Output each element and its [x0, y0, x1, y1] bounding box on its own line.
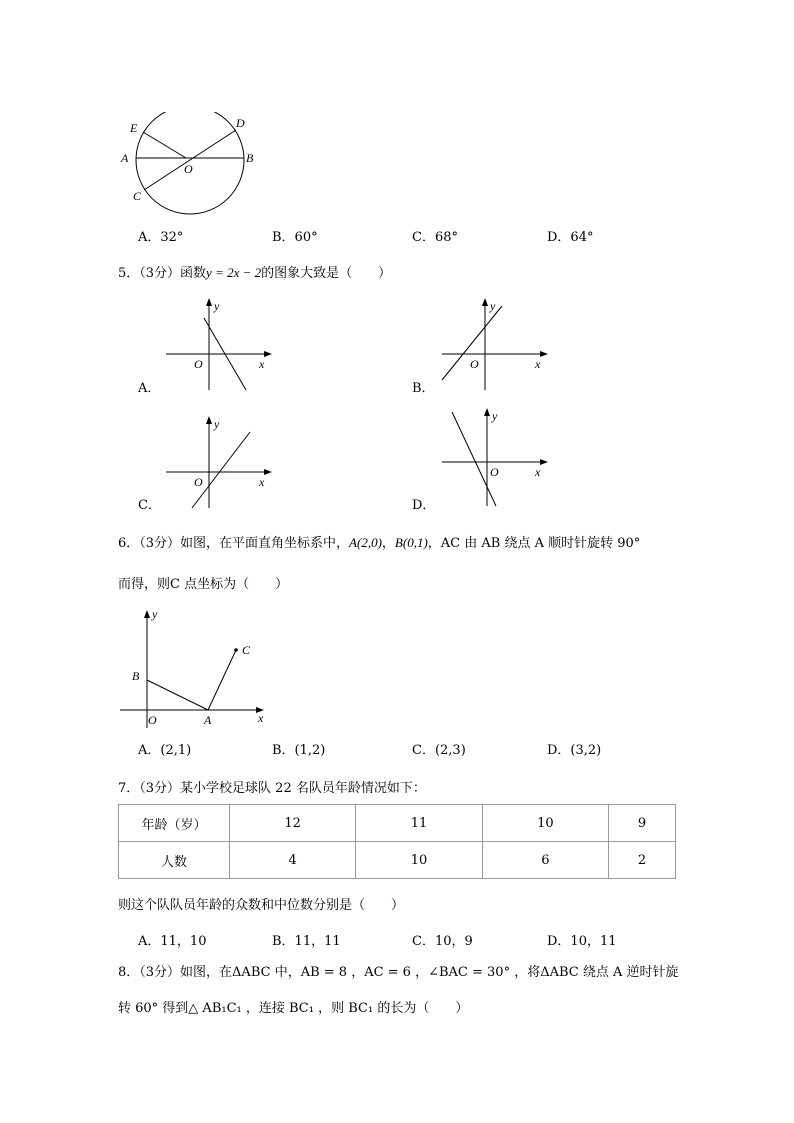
axis-x: x	[259, 357, 265, 371]
axis-x: x	[535, 357, 541, 371]
axis-o: O	[194, 475, 203, 489]
q4-option-a[interactable]: A．32°	[138, 230, 184, 245]
q6-stem-line1	[118, 534, 640, 553]
table-cell: 年龄（岁）	[119, 805, 230, 842]
table-row	[119, 805, 676, 842]
q6-point-b: B(0,1)	[394, 535, 428, 550]
label-a: A	[204, 713, 212, 727]
segment-ac	[208, 650, 236, 710]
q7-option-b[interactable]: B．11，11	[272, 934, 341, 949]
table-row	[119, 842, 676, 879]
table-cell: 10	[482, 805, 608, 842]
q4-option-b[interactable]: B．60°	[272, 230, 318, 245]
q5-stem	[118, 264, 391, 283]
table-cell: 12	[230, 805, 356, 842]
q6-stem-line2: 而得，则C 点坐标为（ ）	[118, 577, 289, 592]
q6-point-a: A(2,0)	[349, 535, 382, 550]
q5-graph-b[interactable]	[440, 296, 552, 392]
axis-o: O	[194, 357, 203, 371]
q4-option-c[interactable]: C．68°	[412, 230, 458, 245]
q5-line-d	[452, 412, 496, 506]
table-cell: 4	[230, 842, 356, 879]
axis-o: O	[490, 465, 499, 479]
table-cell: 11	[356, 805, 482, 842]
segment-ab	[147, 680, 208, 710]
label-e: E	[130, 121, 138, 135]
q4-option-d[interactable]: D．64°	[547, 230, 594, 245]
axis-y: y	[492, 409, 498, 423]
q7-stem: 7．（3分）某小学校足球队 22 名队员年龄情况如下：	[118, 781, 426, 796]
label-o: O	[148, 713, 157, 727]
point-c-dot	[234, 648, 238, 652]
axis-y: y	[490, 299, 496, 313]
radius-oe	[143, 132, 186, 158]
q5-option-a[interactable]: A．	[138, 381, 161, 396]
label-d: D	[236, 116, 245, 130]
axis-y: y	[214, 417, 220, 431]
q6-sep: ，	[381, 536, 395, 551]
q7-option-c[interactable]: C．10，9	[412, 934, 473, 949]
q7-question: 则这个队队员年龄的众数和中位数分别是（ ）	[118, 898, 405, 913]
label-o: O	[184, 162, 193, 176]
q5-option-b[interactable]: B．	[412, 381, 435, 396]
axis-y: y	[214, 299, 220, 313]
label-x: x	[258, 711, 264, 725]
table-cell: 10	[356, 842, 482, 879]
q6-figure	[118, 606, 278, 730]
q6-option-c[interactable]: C．(2,3)	[412, 743, 466, 758]
q6-option-d[interactable]: D．(3,2)	[547, 743, 602, 758]
label-b: B	[246, 151, 254, 165]
q7-option-d[interactable]: D．10，11	[547, 934, 617, 949]
table-cell: 6	[482, 842, 608, 879]
q5-stem-suffix: 的图象大致是（ ）	[261, 266, 392, 281]
table-cell: 2	[609, 842, 676, 879]
chord-cd	[144, 130, 236, 190]
q6-stem-a: 6．（3分）如图，在平面直角坐标系中，	[118, 536, 350, 551]
q6-stem-b: ，AC 由 AB 绕点 A 顺时针旋转 90°	[427, 536, 641, 551]
q6-option-b[interactable]: B．(1,2)	[272, 743, 326, 758]
q8-stem-line1: 8．（3分）如图，在ΔABC 中，AB = 8 ，AC = 6 ，∠BAC = 30° ，将ΔABC 绕点 A 逆时针旋	[118, 965, 679, 980]
q5-graph-d[interactable]	[440, 406, 552, 510]
table-cell: 人数	[119, 842, 230, 879]
axis-x: x	[259, 475, 265, 489]
q7-age-table	[118, 804, 676, 879]
label-c: C	[242, 643, 251, 657]
q5-graph-a[interactable]	[164, 296, 276, 392]
q5-formula: y = 2x − 2	[206, 265, 262, 280]
q5-line-c	[192, 432, 250, 508]
q5-stem-prefix: 5．（3分）函数	[118, 266, 207, 281]
label-a: A	[121, 151, 129, 165]
axis-x: x	[535, 465, 541, 479]
q7-option-a[interactable]: A．11，10	[138, 934, 207, 949]
q5-graph-c[interactable]	[164, 414, 276, 510]
q4-circle-figure	[118, 112, 268, 220]
q8-stem-line2: 转 60° 得到△ AB₁C₁ ，连接 BC₁ ，则 BC₁ 的长为（ ）	[118, 1001, 469, 1016]
q5-option-c[interactable]: C．	[138, 498, 161, 513]
label-y: y	[152, 607, 158, 621]
q6-option-a[interactable]: A．(2,1)	[138, 743, 192, 758]
axis-o: O	[470, 357, 479, 371]
label-b: B	[132, 669, 140, 683]
q5-option-d[interactable]: D．	[412, 498, 436, 513]
label-c: C	[133, 189, 142, 203]
table-cell: 9	[609, 805, 676, 842]
